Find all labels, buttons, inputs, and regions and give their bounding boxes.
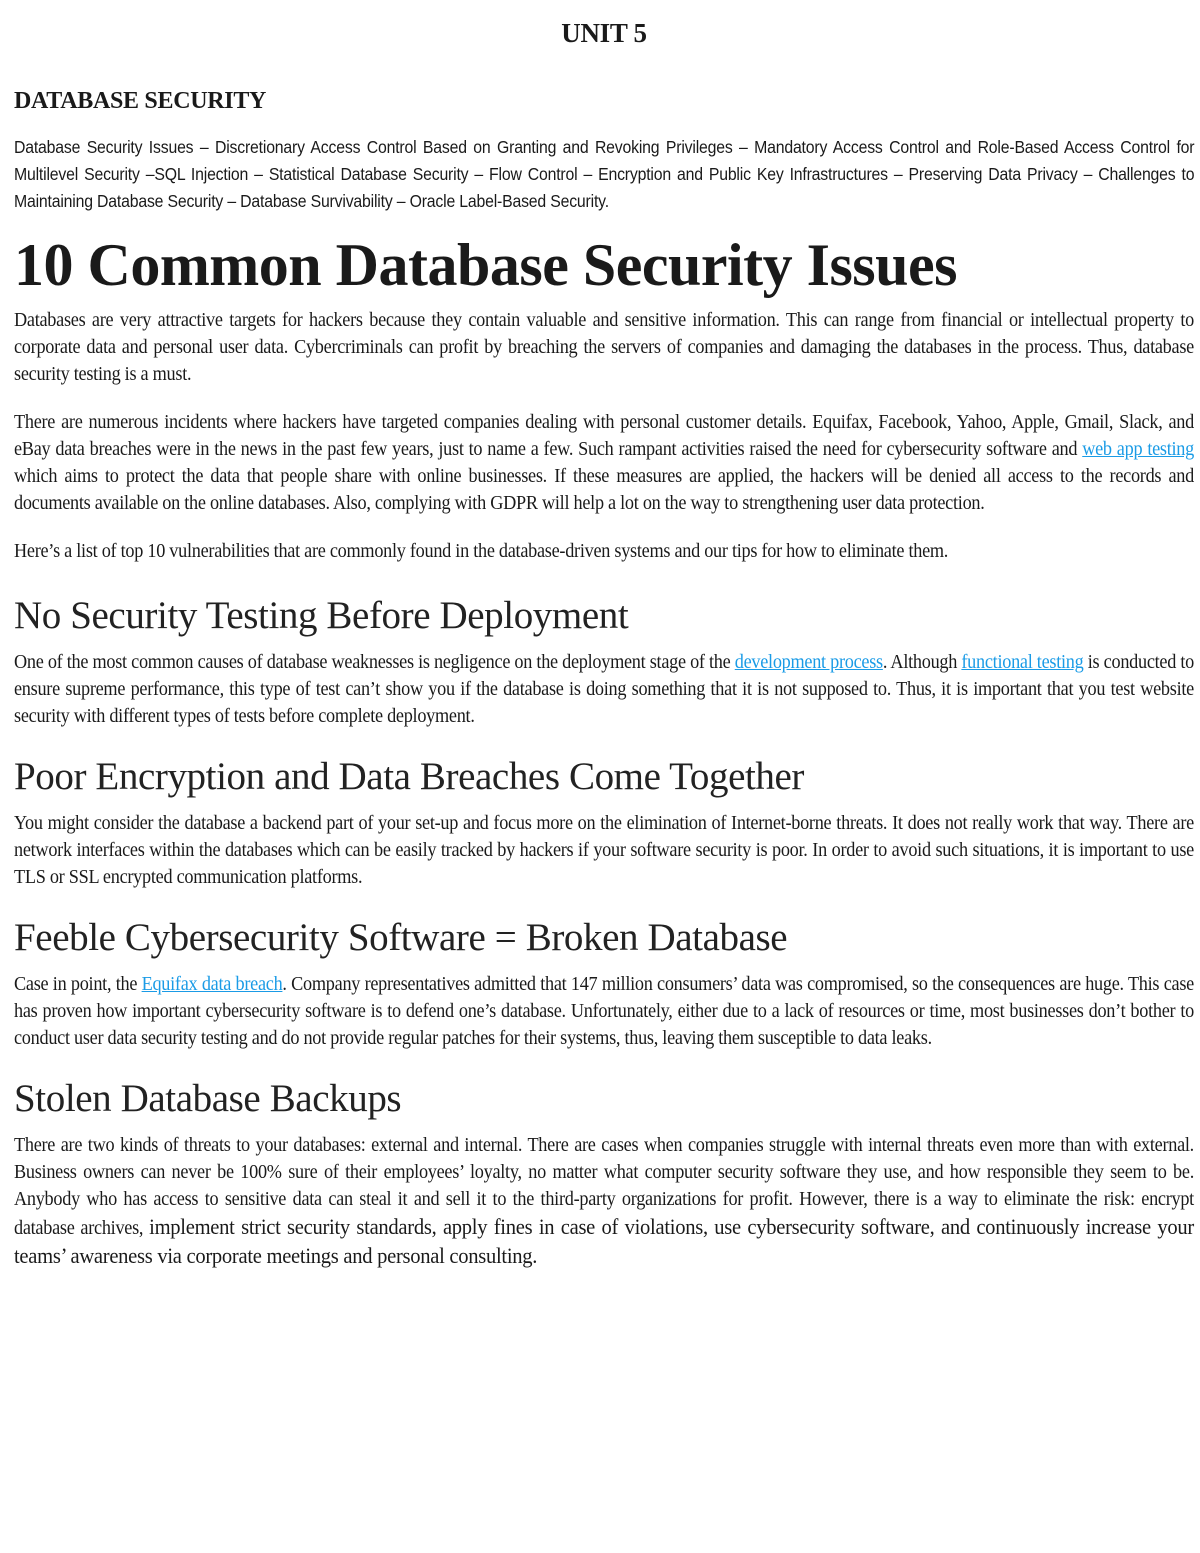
s0-text-c: is conducted to ensure supreme performance, this type of test can’t show you if the database is doing something that it is not supposed to. Thus, it is important that you test website security with different types of tests before complete deployment. [14, 652, 1194, 727]
intro-p2-text-a: There are numerous incidents where hackers have targeted companies dealing with personal customer details. Equifax, Facebook, Yahoo, Apple, Gmail, Slack, and eBay data breaches were in the news in the past few years, just to name a few. Such rampant activities raised the need for cybersecurity software and [14, 412, 1194, 460]
heading-feeble-cybersecurity: Feeble Cybersecurity Software = Broken Database [14, 916, 788, 959]
paragraph-poor-encryption: You might consider the database a backend part of your set-up and focus more on the elimination of Internet-borne threats. It does not really work that way. There are network interfaces within the databases which can be easily tracked by hackers if your software security is poor. In order to avoid such situations, it is important to use TLS or SSL encrypted communication platforms. [14, 813, 1194, 888]
equifax-data-breach-link[interactable]: Equifax data breach [141, 974, 283, 995]
paragraph-stolen-backups [14, 1132, 1194, 1271]
main-title: 10 Common Database Security Issues [14, 232, 957, 298]
s3-text-b: implement strict security standards, apply fines in case of violations, use cybersecurity software, and continuously increase your teams’ awareness via corporate meetings and personal consulting. [14, 1214, 1194, 1268]
intro-p2-text-b: which aims to protect the data that people share with online businesses. If these measures are applied, the hackers will be denied all access to the records and documents available on the online databases. Also, complying with GDPR will help a lot on the way to strengthening user data protection. [14, 466, 1194, 514]
unit-title: UNIT 5 [561, 18, 647, 48]
paragraph-feeble-cybersecurity [14, 971, 1194, 1052]
web-app-testing-link[interactable]: web app testing [1082, 439, 1194, 460]
heading-stolen-backups: Stolen Database Backups [14, 1077, 402, 1120]
intro-paragraph-3: Here’s a list of top 10 vulnerabilities that are commonly found in the database-driven systems and our tips for how to eliminate them. [14, 541, 949, 562]
s2-text-b: . Company representatives admitted that 147 million consumers’ data was compromised, so the consequences are huge. This case has proven how important cybersecurity software is to defend one’s database. Unfortunately, either due to a lack of resources or time, most businesses don’t bother to conduct user data security testing and do not provide regular patches for their systems, thus, leaving them susceptible to data leaks. [14, 974, 1194, 1049]
s0-text-b: . Although [882, 652, 962, 673]
intro-paragraph-2 [14, 409, 1194, 517]
section-title: DATABASE SECURITY [14, 88, 267, 114]
syllabus-text: Database Security Issues – Discretionary Access Control Based on Granting and Revoking Privileges – Mandatory Access Control and Role-Based Access Control for Multilevel Security –SQL Injection – Statistical Database Security – Flow Control – Encryption and Public Key Infrastructures – Preserving Data Privacy – Challenges to Maintaining Database Security – Database Survivability – Oracle Label-Based Security. [14, 137, 1195, 211]
s0-text-a: One of the most common causes of database weaknesses is negligence on the deployment stage of the [14, 652, 735, 673]
s2-text-a: Case in point, the [14, 974, 142, 995]
development-process-link[interactable]: development process [734, 652, 883, 673]
intro-paragraph-1: Databases are very attractive targets for hackers because they contain valuable and sensitive information. This can range from financial or intellectual property to corporate data and personal user data. Cybercriminals can profit by breaching the servers of companies and damaging the databases in the process. Thus, database security testing is a must. [14, 310, 1194, 385]
functional-testing-link[interactable]: functional testing [961, 652, 1084, 673]
heading-no-security-testing: No Security Testing Before Deployment [14, 594, 629, 637]
s3-text-a: There are two kinds of threats to your databases: external and internal. There are cases when companies struggle with internal threats even more than with external. Business owners can never be 100% sure of their employees’ loyalty, no matter what computer security software they use, and how responsible they seem to be. Anybody who has access to sensitive data can steal it and sell it to the third-party organizations for profit. However, there is a way to eliminate the risk: encrypt database archives, [14, 1135, 1194, 1239]
heading-poor-encryption: Poor Encryption and Data Breaches Come Together [14, 755, 805, 798]
paragraph-no-security-testing [14, 649, 1194, 730]
